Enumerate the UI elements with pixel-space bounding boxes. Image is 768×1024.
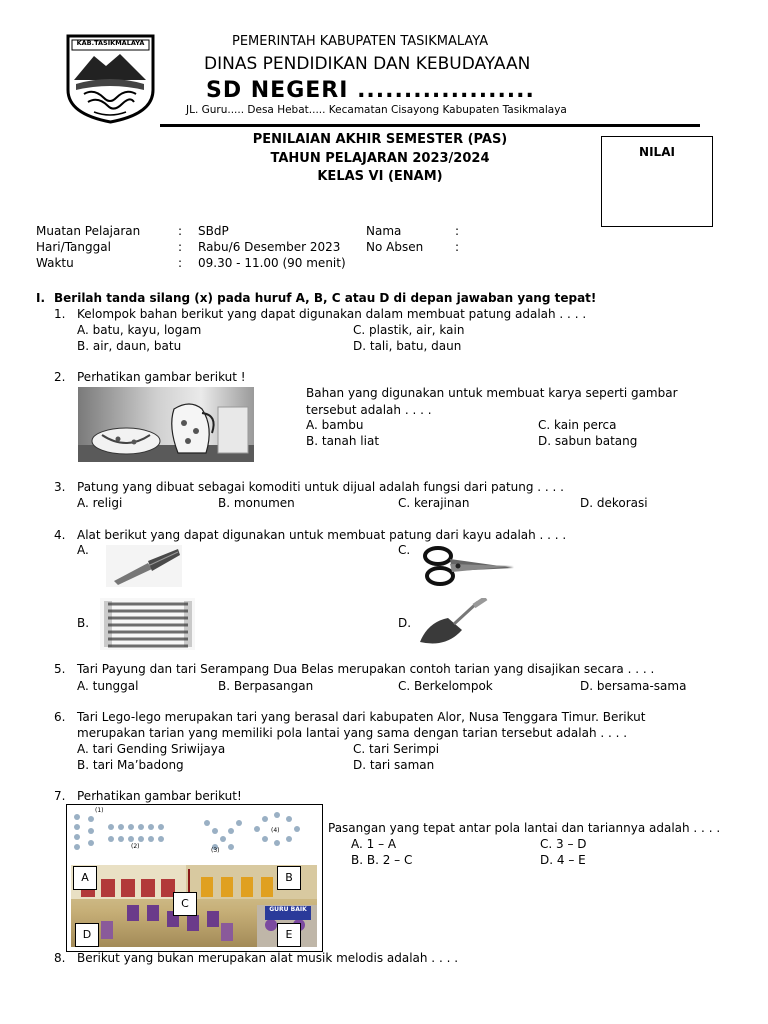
q1-option-c[interactable]: C. plastik, air, kain xyxy=(353,323,465,337)
name-label: Nama xyxy=(366,224,402,238)
q7-option-d[interactable]: D. 4 – E xyxy=(540,853,586,867)
q7-prompt: Pasangan yang tepat antar pola lantai dan tariannya adalah . . . . xyxy=(328,821,721,835)
q5-number: 5. xyxy=(54,662,66,676)
q2-ceramic-image xyxy=(78,387,254,462)
pattern-3-label: (3) xyxy=(211,847,220,854)
q1-text: Kelompok bahan berikut yang dapat digunakan dalam membuat patung adalah . . . . xyxy=(77,307,587,321)
absen-label: No Absen xyxy=(366,240,424,254)
q6-text-line2: merupakan tarian yang memiliki pola lantai yang sama dengan tarian tersebut adalah . . . . xyxy=(77,726,628,740)
pattern-4-label: (4) xyxy=(271,827,280,834)
photo-label-b: B xyxy=(277,866,301,890)
q7-number: 7. xyxy=(54,789,66,803)
q3-text: Patung yang dibuat sebagai komoditi untuk dijual adalah fungsi dari patung . . . . xyxy=(77,480,564,494)
q7-option-a[interactable]: A. 1 – A xyxy=(351,837,397,851)
q1-option-b[interactable]: B. air, daun, batu xyxy=(77,339,182,353)
district-logo xyxy=(64,32,157,124)
pattern-1-label: (1) xyxy=(95,807,104,814)
photo-label-e: E xyxy=(277,923,301,947)
date-value: Rabu/6 Desember 2023 xyxy=(198,240,341,254)
q6-option-c[interactable]: C. tari Serimpi xyxy=(353,742,440,756)
q2-option-b[interactable]: B. tanah liat xyxy=(306,434,380,448)
header-divider xyxy=(160,124,700,127)
section-instruction: Berilah tanda silang (x) pada huruf A, B, C atau D di depan jawaban yang tepat! xyxy=(54,291,597,305)
q2-option-a[interactable]: A. bambu xyxy=(306,418,364,432)
q4-text: Alat berikut yang dapat digunakan untuk membuat patung dari kayu adalah . . . . xyxy=(77,528,567,542)
date-label: Hari/Tanggal xyxy=(36,240,111,254)
time-value: 09.30 - 11.00 (90 menit) xyxy=(198,256,346,270)
q2-prompt-line2: tersebut adalah . . . . xyxy=(306,403,432,417)
q5-option-b[interactable]: B. Berpasangan xyxy=(218,679,314,693)
time-colon: : xyxy=(178,256,183,270)
q3-number: 3. xyxy=(54,480,66,494)
q7-text: Perhatikan gambar berikut! xyxy=(77,789,242,803)
subject-label: Muatan Pelajaran xyxy=(36,224,141,238)
clay-tools-image xyxy=(100,598,195,650)
pattern-2-label: (2) xyxy=(131,843,140,850)
exam-title: PENILAIAN AKHIR SEMESTER (PAS) xyxy=(252,132,508,147)
q1-option-a[interactable]: A. batu, kayu, logam xyxy=(77,323,202,337)
q2-text: Perhatikan gambar berikut ! xyxy=(77,370,246,384)
chisel-image xyxy=(106,545,182,587)
q8-number: 8. xyxy=(54,951,66,965)
q5-option-a[interactable]: A. tunggal xyxy=(77,679,139,693)
q5-text: Tari Payung dan tari Serampang Dua Belas merupakan contoh tarian yang disajikan secara . . . . xyxy=(77,662,655,676)
q4-option-c[interactable]: C. xyxy=(398,543,411,557)
q4-option-d[interactable]: D. xyxy=(398,616,412,630)
photo-label-c: C xyxy=(173,892,197,916)
q6-option-a[interactable]: A. tari Gending Sriwijaya xyxy=(77,742,226,756)
q4-option-b[interactable]: B. xyxy=(77,616,90,630)
q8-text: Berikut yang bukan merupakan alat musik melodis adalah . . . . xyxy=(77,951,459,965)
q7-option-c[interactable]: C. 3 – D xyxy=(540,837,587,851)
q2-number: 2. xyxy=(54,370,66,384)
header-department: DINAS PENDIDIKAN DAN KEBUDAYAAN xyxy=(204,54,531,74)
q5-option-c[interactable]: C. Berkelompok xyxy=(398,679,493,693)
section-numeral: I. xyxy=(36,291,46,305)
q4-option-a[interactable]: A. xyxy=(77,543,89,557)
subject-value: SBdP xyxy=(198,224,229,238)
logo-text: KAB.TASIKMALAYA xyxy=(76,39,145,47)
time-label: Waktu xyxy=(36,256,74,270)
exam-class: KELAS VI (ENAM) xyxy=(317,169,443,184)
sign-board xyxy=(265,906,311,920)
name-colon: : xyxy=(455,224,460,238)
subject-colon: : xyxy=(178,224,183,238)
header-address: JL. Guru..... Desa Hebat..... Kecamatan Cisayong Kabupaten Tasikmalaya xyxy=(186,104,567,116)
photo-label-a: A xyxy=(73,866,97,890)
q3-option-d[interactable]: D. dekorasi xyxy=(580,496,648,510)
q7-option-b[interactable]: B. B. 2 – C xyxy=(351,853,413,867)
photo-label-d: D xyxy=(75,923,99,947)
score-box[interactable] xyxy=(601,136,713,227)
q5-option-d[interactable]: D. bersama-sama xyxy=(580,679,687,693)
q6-text-line1: Tari Lego-lego merupakan tari yang berasal dari kabupaten Alor, Nusa Tenggara Timur. Berikut xyxy=(77,710,646,724)
q7-figure xyxy=(66,804,323,952)
q6-option-b[interactable]: B. tari Ma’badong xyxy=(77,758,184,772)
q1-option-d[interactable]: D. tali, batu, daun xyxy=(353,339,462,353)
sign-text: GURU BAIK xyxy=(269,906,307,913)
header-school-name: SD NEGERI ................... xyxy=(206,78,535,103)
header-government: PEMERINTAH KABUPATEN TASIKMALAYA xyxy=(232,34,489,49)
absen-colon: : xyxy=(455,240,460,254)
q3-option-b[interactable]: B. monumen xyxy=(218,496,295,510)
q6-option-d[interactable]: D. tari saman xyxy=(353,758,435,772)
date-colon: : xyxy=(178,240,183,254)
q6-number: 6. xyxy=(54,710,66,724)
trowel-image xyxy=(418,598,490,650)
score-label: NILAI xyxy=(639,145,675,159)
scissors-image xyxy=(420,544,516,588)
exam-year: TAHUN PELAJARAN 2023/2024 xyxy=(270,151,490,166)
q2-option-d[interactable]: D. sabun batang xyxy=(538,434,638,448)
q2-option-c[interactable]: C. kain perca xyxy=(538,418,617,432)
q3-option-c[interactable]: C. kerajinan xyxy=(398,496,470,510)
q2-prompt-line1: Bahan yang digunakan untuk membuat karya seperti gambar xyxy=(306,386,678,400)
q4-number: 4. xyxy=(54,528,66,542)
q3-option-a[interactable]: A. religi xyxy=(77,496,123,510)
q1-number: 1. xyxy=(54,307,66,321)
